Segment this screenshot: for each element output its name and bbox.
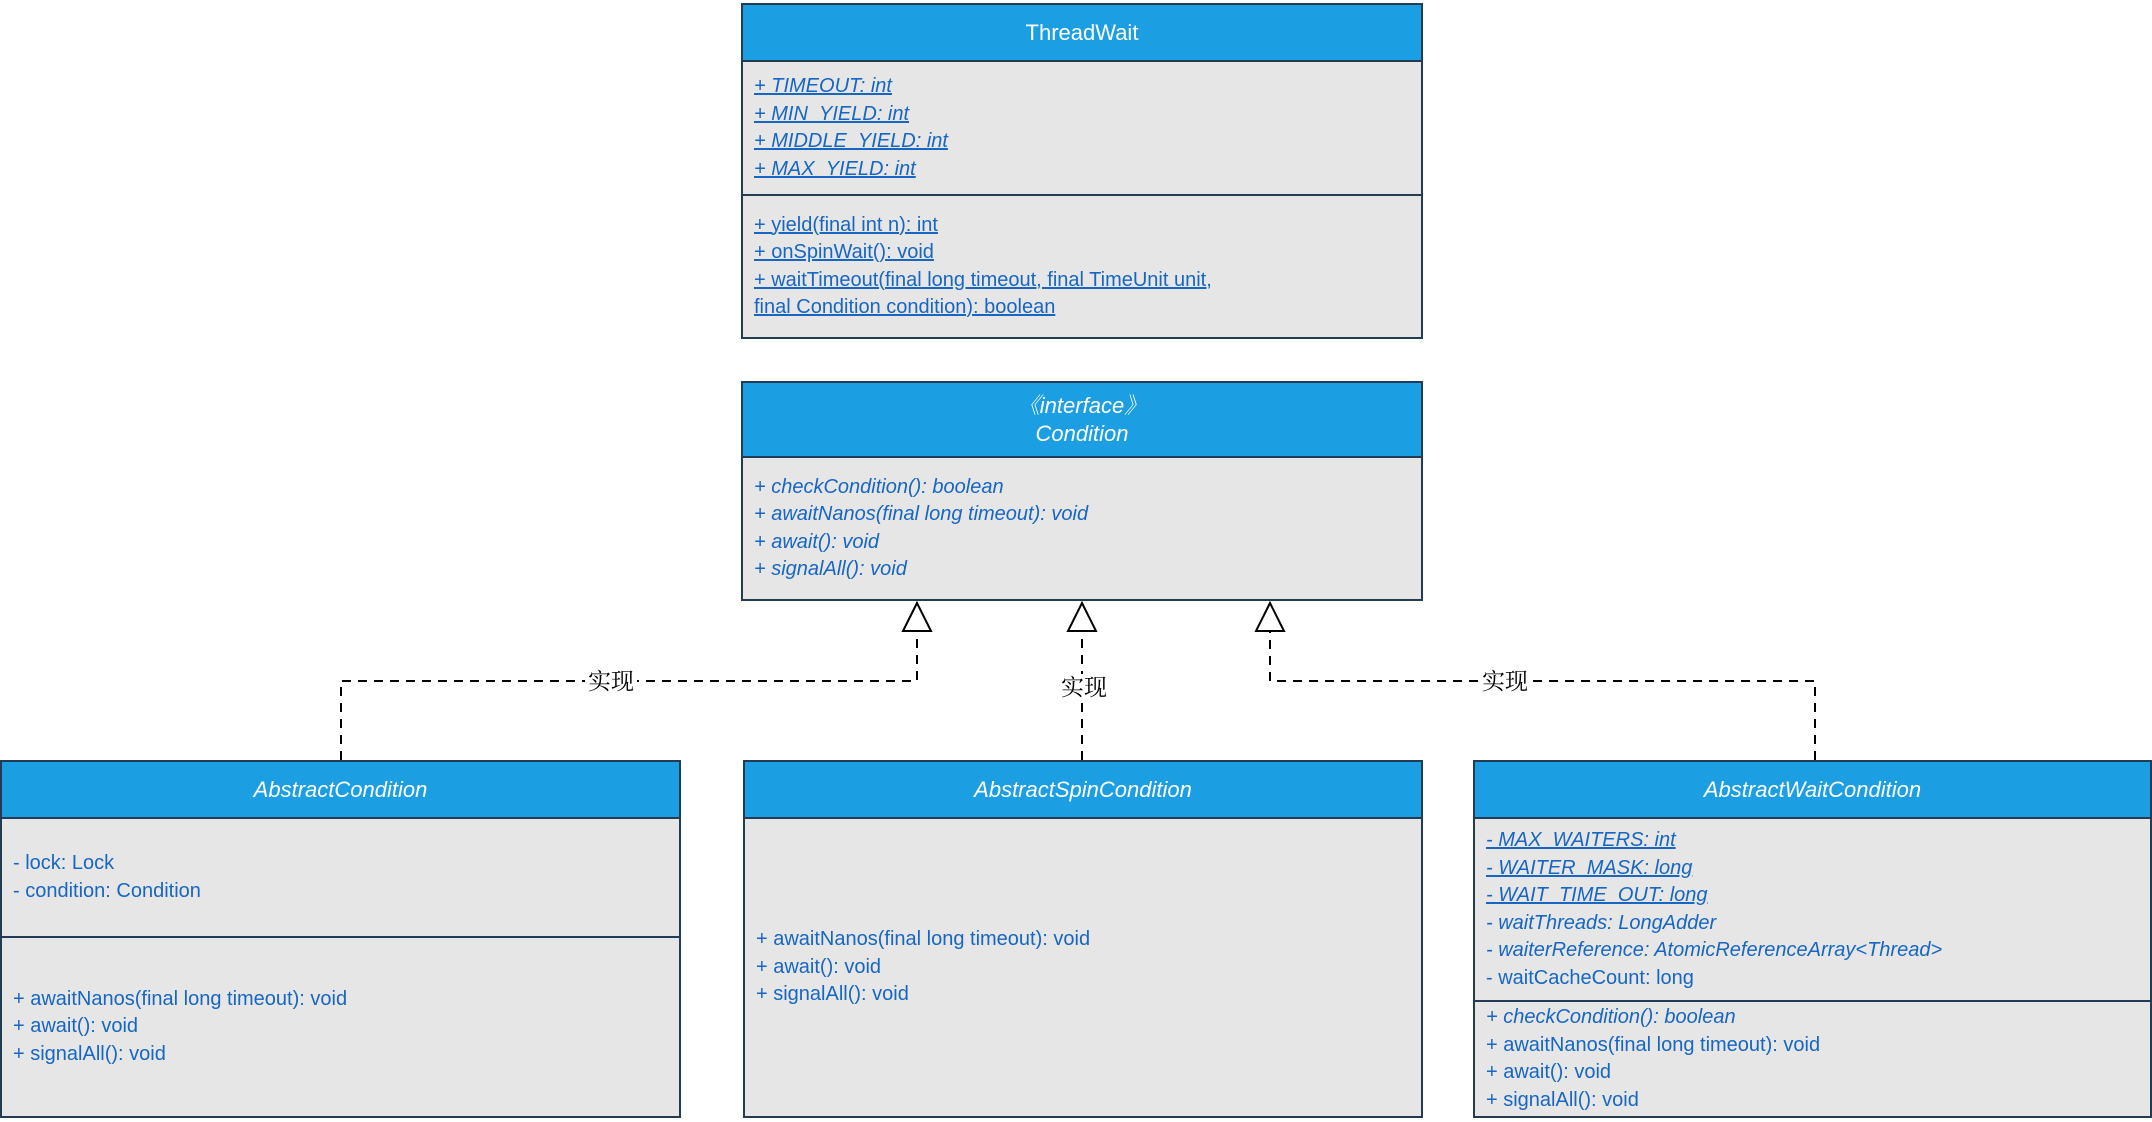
- class-title: AbstractSpinCondition: [974, 776, 1192, 802]
- field-line: - waitThreads: LongAdder: [1486, 911, 1717, 934]
- field-line: - waiterReference: AtomicReferenceArray<Thread>: [1486, 939, 1943, 961]
- realization-edge-abstractcondition: [341, 631, 917, 760]
- class-title: AbstractCondition: [253, 776, 428, 802]
- realization-label: 实现: [1479, 668, 1531, 694]
- class-condition-interface: [741, 381, 1423, 601]
- abstractcondition-methods-compartment: [2, 938, 679, 1116]
- class-abstractwaitcondition-header: [1475, 762, 2150, 819]
- method-line: + yield(final int n): int: [754, 213, 938, 236]
- method-line: + await(): void: [754, 530, 880, 553]
- class-stereotype: 《interface》: [1017, 392, 1147, 418]
- method-line: + await(): void: [756, 955, 882, 978]
- hollow-triangle-arrowhead: [1256, 603, 1284, 631]
- abstractwaitcondition-fields-compartment: [1475, 819, 2150, 1002]
- class-abstractcondition-header: [2, 762, 679, 819]
- class-threadwait: [741, 3, 1423, 339]
- method-line: + signalAll(): void: [13, 1042, 166, 1065]
- class-title: AbstractWaitCondition: [1703, 776, 1922, 802]
- field-line: + MAX_YIELD: int: [754, 157, 916, 180]
- field-line: - waitCacheCount: long: [1486, 966, 1694, 989]
- abstractwaitcondition-methods-compartment: [1475, 1002, 2150, 1116]
- abstractcondition-fields-compartment: [2, 819, 679, 938]
- class-abstractspincondition: [743, 760, 1423, 1118]
- method-line: final Condition condition): boolean: [754, 296, 1056, 318]
- threadwait-fields-compartment: [743, 62, 1421, 196]
- class-abstractcondition: [0, 760, 681, 1118]
- field-line: - lock: Lock: [13, 852, 115, 874]
- method-line: + signalAll(): void: [756, 983, 909, 1006]
- class-title: Condition: [1035, 420, 1129, 446]
- condition-methods-compartment: [743, 458, 1421, 599]
- field-line: - MAX_WAITERS: int: [1486, 829, 1676, 851]
- class-abstractspincondition-header: [745, 762, 1421, 819]
- method-line: + awaitNanos(final long timeout): void: [1486, 1033, 1821, 1056]
- field-line: - WAIT_TIME_OUT: long: [1486, 884, 1708, 906]
- threadwait-methods-compartment: [743, 196, 1421, 337]
- field-line: - WAITER_MASK: long: [1486, 856, 1693, 879]
- realization-label: 实现: [1058, 674, 1110, 700]
- method-line: + await(): void: [13, 1015, 139, 1038]
- method-line: + checkCondition(): boolean: [1486, 1006, 1736, 1028]
- realization-label: 实现: [585, 668, 637, 694]
- field-line: + TIMEOUT: int: [754, 75, 892, 97]
- class-abstractwaitcondition: [1473, 760, 2152, 1118]
- method-line: + await(): void: [1486, 1061, 1612, 1083]
- field-line: - condition: Condition: [13, 879, 201, 902]
- method-line: + awaitNanos(final long timeout): void: [756, 928, 1091, 951]
- hollow-triangle-arrowhead: [1068, 603, 1096, 631]
- method-line: + signalAll(): void: [754, 558, 907, 580]
- field-line: + MIN_YIELD: int: [754, 102, 910, 125]
- method-line: + awaitNanos(final long timeout): void: [754, 503, 1089, 525]
- method-line: + onSpinWait(): void: [754, 241, 934, 263]
- class-condition-header: [743, 383, 1421, 458]
- method-line: + checkCondition(): boolean: [754, 475, 1004, 498]
- field-line: + MIDDLE_YIELD: int: [754, 130, 948, 152]
- method-line: + awaitNanos(final long timeout): void: [13, 987, 348, 1010]
- method-line: + signalAll(): void: [1486, 1088, 1639, 1111]
- class-threadwait-header: [743, 5, 1421, 62]
- method-line: + waitTimeout(final long timeout, final TimeUnit unit,: [754, 268, 1212, 291]
- class-title: ThreadWait: [1025, 19, 1139, 45]
- abstractspincondition-methods-compartment: [745, 819, 1421, 1116]
- realization-edge-abstractwaitcondition: [1270, 631, 1815, 760]
- hollow-triangle-arrowhead: [903, 603, 931, 631]
